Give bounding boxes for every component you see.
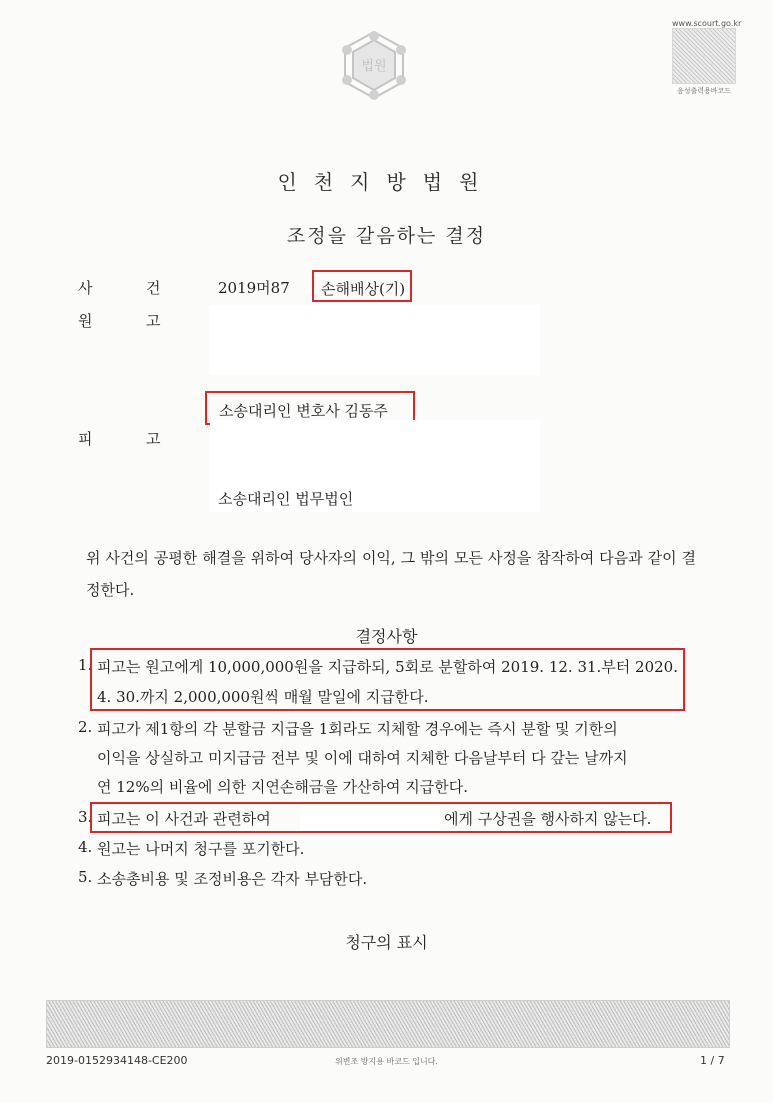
document-id: 2019-0152934148-CE200 [46, 1054, 188, 1067]
qr-url: www.scourt.go.kr [672, 19, 742, 28]
qr-caption: 음성출력용바코드 [676, 87, 732, 95]
barcode-note: 위변조 방지용 바코드 입니다. [335, 1057, 438, 1066]
case-name: 손해배상(기) [321, 280, 406, 298]
item-3-text-b: 에게 구상권을 행사하지 않는다. [444, 810, 652, 828]
plaintiff-redaction [210, 305, 540, 375]
defendant-attorney: 소송대리인 법무법인 [218, 490, 354, 508]
item-5-number: 5. [78, 868, 93, 886]
plaintiff-label-1: 원 [78, 312, 93, 330]
item-3-redaction [300, 806, 440, 830]
item-3-text-a: 피고는 이 사건과 관련하여 [97, 810, 271, 828]
item-4-number: 4. [78, 838, 93, 856]
page-number: 1 / 7 [700, 1054, 725, 1067]
court-seal-logo [337, 28, 411, 102]
item-2-line-1: 피고가 제1항의 각 분할금 지급을 1회라도 지체할 경우에는 즉시 분할 및 기한의 [97, 720, 618, 738]
intro-paragraph: 위 사건의 공평한 해결을 위하여 당사자의 이익, 그 밖의 모든 사정을 참작하여 다음과 같이 결정한다. [86, 549, 696, 599]
item-2-number: 2. [78, 718, 93, 736]
plaintiff-attorney: 소송대리인 변호사 김동주 [219, 402, 388, 420]
item-2-line-2: 이익을 상실하고 미지급금 전부 및 이에 대하여 지체한 다음날부터 다 갚는 날까지 [97, 749, 628, 767]
item-1-number: 1. [78, 656, 93, 674]
claim-heading: 청구의 표시 [345, 933, 428, 952]
anti-forgery-barcode [46, 1000, 730, 1048]
defendant-label-2: 고 [146, 430, 161, 448]
document-title: 조정을 갈음하는 결정 [286, 225, 487, 247]
seal-text: 법원 [361, 59, 387, 74]
case-label-1: 사 [78, 279, 93, 297]
item-3-number: 3. [78, 808, 93, 826]
item-4-line-1: 원고는 나머지 청구를 포기한다. [97, 840, 305, 858]
item-1-line-1: 피고는 원고에게 10,000,000원을 지급하되, 5회로 분할하여 2019. 12. 31.부터 2020. [97, 658, 678, 676]
case-number: 2019머87 [218, 279, 290, 297]
item-1-line-2: 4. 30.까지 2,000,000원씩 매월 말일에 지급한다. [97, 688, 429, 706]
case-name-highlight [312, 270, 412, 302]
court-name: 인천지방법원 [277, 170, 496, 194]
voice-barcode [672, 28, 736, 84]
plaintiff-label-2: 고 [146, 312, 161, 330]
case-label-2: 건 [146, 279, 161, 297]
decision-heading: 결정사항 [355, 627, 418, 646]
defendant-label-1: 피 [78, 430, 93, 448]
item-5-line-1: 소송총비용 및 조정비용은 각자 부담한다. [97, 870, 368, 888]
item-2-line-3: 연 12%의 비율에 의한 지연손해금을 가산하여 지급한다. [97, 778, 469, 796]
